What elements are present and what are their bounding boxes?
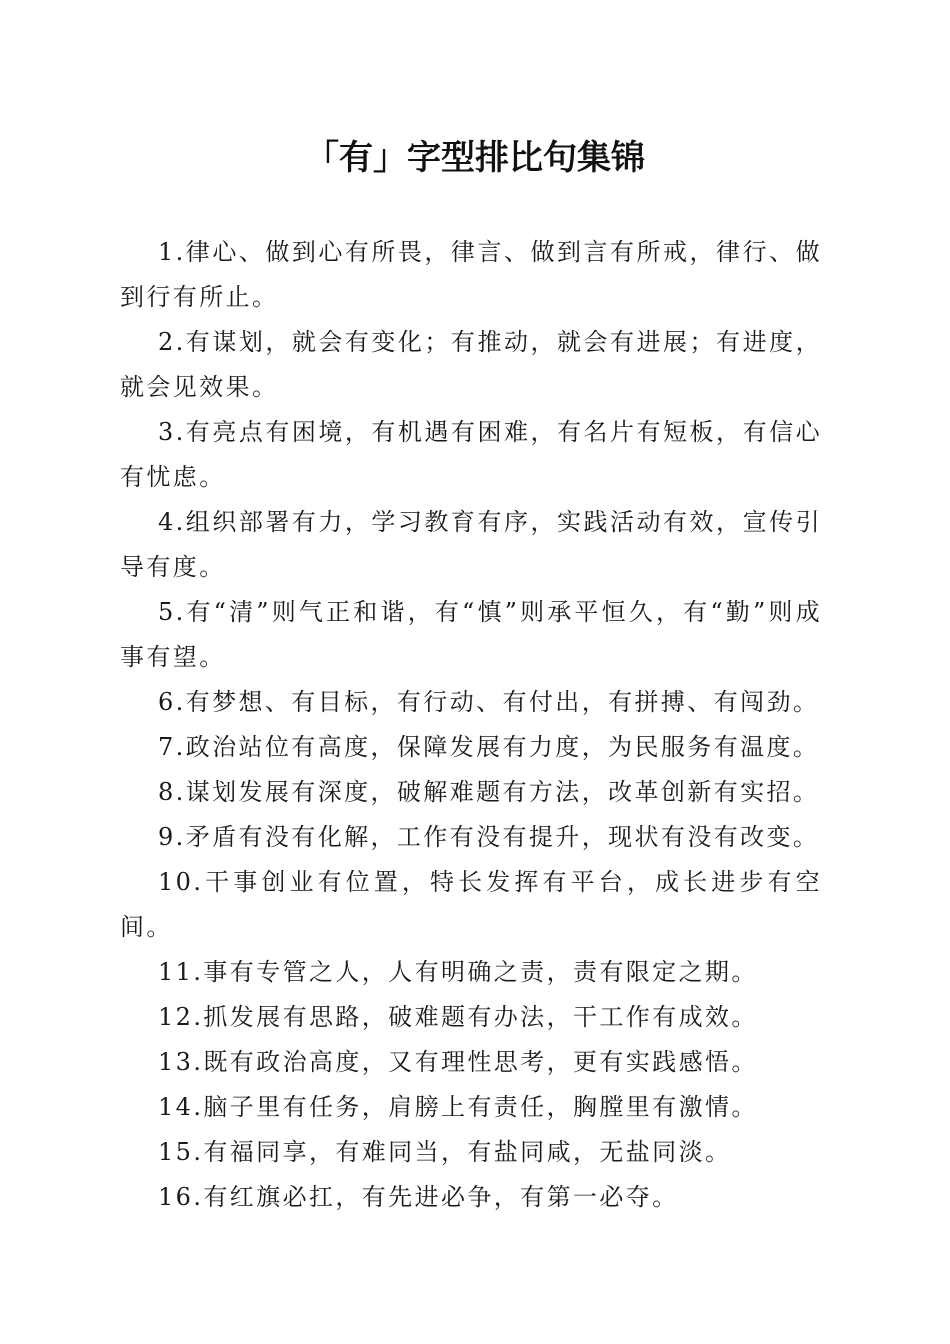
list-item: 3.有亮点有困境，有机遇有困难，有名片有短板，有信心有忧虑。 xyxy=(120,418,822,491)
list-item: 13.既有政治高度，又有理性思考，更有实践感悟。 xyxy=(158,1048,758,1076)
list-item: 7.政治站位有高度，保障发展有力度，为民服务有温度。 xyxy=(158,733,820,761)
list-item: 4.组织部署有力，学习教育有序，实践活动有效，宣传引导有度。 xyxy=(120,508,822,581)
list-item: 15.有福同享，有难同当，有盐同咸，无盐同淡。 xyxy=(158,1138,732,1166)
list-item: 1.律心、做到心有所畏，律言、做到言有所戒，律行、做到行有所止。 xyxy=(120,238,822,311)
list-item: 5.有“清”则气正和谐，有“慎”则承平恒久，有“勤”则成事有望。 xyxy=(120,598,822,671)
list-item: 9.矛盾有没有化解，工作有没有提升，现状有没有改变。 xyxy=(158,823,820,851)
page-title: 「有」字型排比句集锦 xyxy=(305,138,645,178)
list-item: 10.干事创业有位置，特长发挥有平台，成长进步有空间。 xyxy=(120,868,822,941)
list-item: 8.谋划发展有深度，破解难题有方法，改革创新有实招。 xyxy=(158,778,820,806)
list-item: 11.事有专管之人，人有明确之责，责有限定之期。 xyxy=(158,958,758,986)
document-body xyxy=(120,230,822,1220)
list-item: 6.有梦想、有目标，有行动、有付出，有拼搏、有闯劲。 xyxy=(158,688,820,716)
list-item: 2.有谋划，就会有变化；有推动，就会有进展；有进度，就会见效果。 xyxy=(120,328,822,401)
list-item: 16.有红旗必扛，有先进必争，有第一必夺。 xyxy=(158,1183,679,1211)
list-item: 14.脑子里有任务，肩膀上有责任，胸膛里有激情。 xyxy=(158,1093,758,1121)
list-item: 12.抓发展有思路，破难题有办法，干工作有成效。 xyxy=(158,1003,758,1031)
